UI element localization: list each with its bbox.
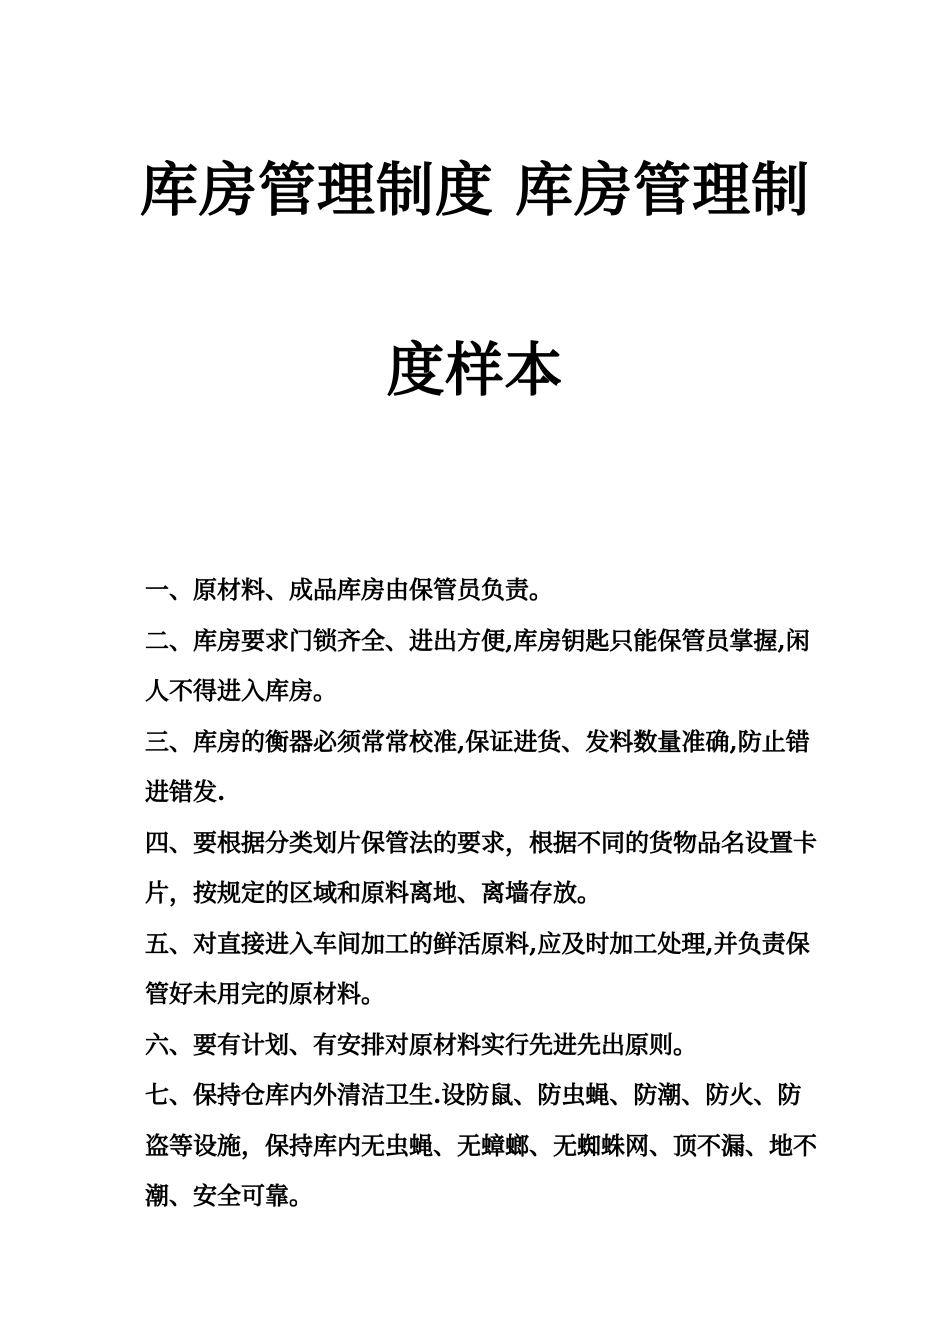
document-title-line-2: 度样本 xyxy=(386,336,564,404)
rule-paragraph-3: 三、库房的衡器必须常常校准,保证进货、发料数量准确,防止错进错发. xyxy=(145,726,810,806)
rule-paragraph-2: 二、库房要求门锁齐全、进出方便,库房钥匙只能保管员掌握,闲人不得进入库房。 xyxy=(145,625,810,705)
rule-paragraph-1: 一、原材料、成品库房由保管员负责。 xyxy=(145,575,553,604)
document-body xyxy=(145,565,825,1222)
rule-paragraph-6: 六、要有计划、有安排对原材料实行先进先出原则。 xyxy=(145,1029,697,1059)
rule-paragraph-7: 七、保持仓库内外清洁卫生.设防鼠、防虫蝇、防潮、防火、防盗等设施，保持库内无虫蝇、无蟑螂、无蜘蛛网、顶不漏、地不潮、安全可靠。 xyxy=(145,1080,817,1210)
rule-paragraph-5: 五、对直接进入车间加工的鲜活原料,应及时加工处理,并负责保管好未用完的原材料。 xyxy=(145,928,810,1008)
rule-paragraph-4: 四、要根据分类划片保管法的要求，根据不同的货物品名设置卡片，按规定的区域和原料离地、离墙存放。 xyxy=(145,827,817,907)
document-title-line-1: 库房管理制度 库房管理制 xyxy=(139,156,811,224)
